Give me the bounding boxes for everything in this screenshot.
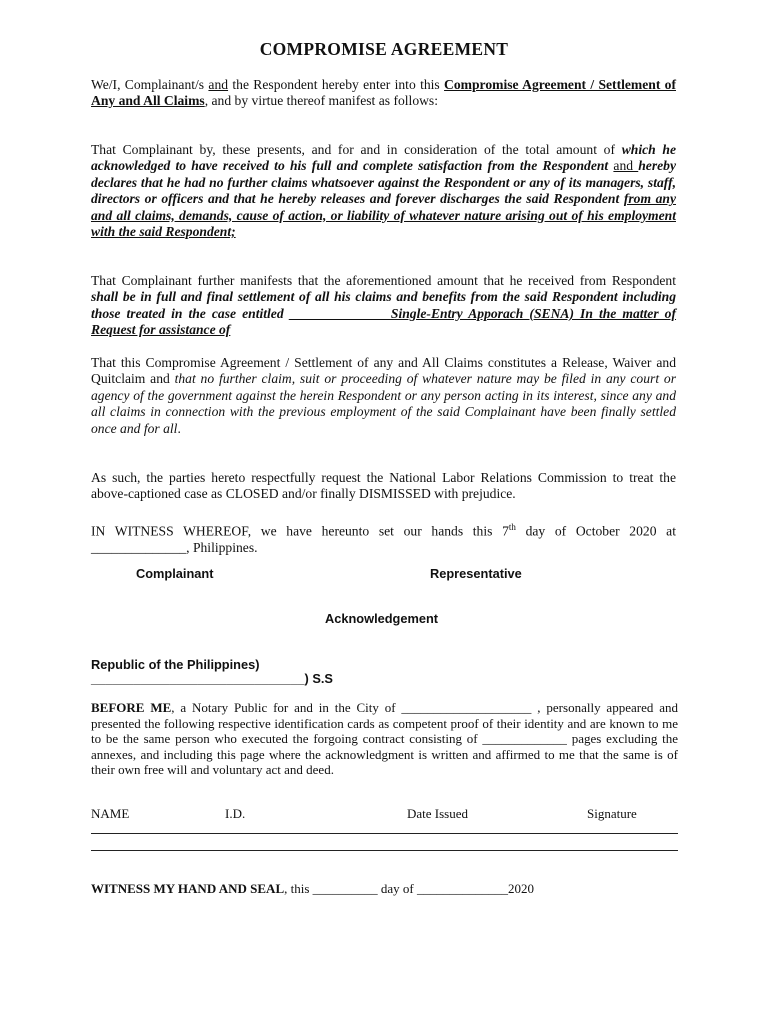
- ss-line: ______________________________) S.S: [91, 671, 333, 686]
- p1-text-b: the Respondent hereby enter into this: [228, 77, 445, 92]
- representative-label: Representative: [430, 566, 522, 581]
- p4-text-a: That this Compromise Agreement / Settlement of any and All Claims constitutes a Release, Waiver and Quitclaim and: [91, 355, 676, 387]
- table-rule-1: [91, 833, 678, 834]
- complainant-label: Complainant: [136, 566, 214, 581]
- witness-hand-text: , this __________ day of ______________2020: [284, 881, 534, 896]
- p6-text-a: IN WITNESS WHEREOF, we have hereunto set our hands this 7: [91, 523, 509, 539]
- paragraph-request: As such, the parties hereto respectfully request the National Labor Relations Commission to treat the above-captioned case as CLOSED and/or finally DISMISSED with prejudice.: [91, 470, 676, 502]
- p4-end: .: [177, 420, 181, 436]
- p3-bold-italic: shall be in full and final settlement of all his claims and benefits from the said Respondent including those treated in the case entitled: [91, 289, 676, 321]
- header-id: I.D.: [225, 806, 246, 821]
- paragraph-consideration: [91, 142, 676, 240]
- paragraph-parties: [91, 77, 676, 110]
- notary-paragraph: [91, 700, 678, 778]
- p6-text-b: day of October 2020 at ______________, Philippines.: [91, 523, 676, 555]
- header-signature: Signature: [587, 806, 637, 821]
- header-date-issued: Date Issued: [407, 806, 469, 821]
- acknowledgement-heading: Acknowledgement: [325, 611, 439, 626]
- notary-text: , a Notary Public for and in the City of ____________________ , personally appeared and presented the following respective identification cards as competent proof of their identity and are known to me to be the same person who executed the forgoing contract consisting of _____________ pages excluding the annexes, and including this page where the acknowledgment is written and affirmed to me that the same is of their own free will and voluntary act and deed.: [91, 700, 678, 778]
- p2-release-clause: from any and all claims, demands, cause of action, or liability of whatever nature arising out of his employment with the said Respondent;: [91, 191, 677, 240]
- republic-line: Republic of the Philippines): [91, 657, 260, 672]
- p1-agreement-name: Compromise Agreement / Settlement of Any and All Claims: [91, 77, 676, 109]
- before-me: BEFORE ME: [91, 700, 172, 715]
- p4-italic: that no further claim, suit or proceeding of whatever nature may be filed in any court or agency of the government against the herein Respondent or any person acting in its interest, since any and all claims in connection with the previous employment of the said Complainant have been finally settled once and for all: [91, 371, 676, 436]
- table-rule-2: [91, 850, 678, 851]
- witness-hand-seal: [91, 881, 534, 897]
- p2-bold-italic-2: hereby declares that he had no further claims whatsoever against the Respondent or any of its managers, staff, directors or officers and that he hereby releases and forever discharges the said Respondent: [91, 158, 676, 207]
- witness-hand-bold: WITNESS MY HAND AND SEAL: [91, 881, 285, 896]
- paragraph-quitclaim: [91, 355, 676, 437]
- p3-text-a: That Complainant further manifests that the aforementioned amount that he received from Respondent: [91, 273, 676, 288]
- p6-superscript: th: [508, 522, 516, 532]
- header-name: NAME: [91, 806, 130, 821]
- document-title: COMPROMISE AGREEMENT: [259, 39, 509, 59]
- paragraph-witness-whereof: [91, 519, 676, 556]
- p2-text-a: That Complainant by, these presents, and for and in consideration of the total amount of: [91, 142, 622, 157]
- p3-case-title: ______________ Single-Entry Apporach (SENA) In the matter of Request for assistance of: [91, 305, 677, 338]
- p1-text-c: , and by virtue thereof manifest as follows:: [204, 93, 439, 109]
- p2-and: and: [613, 158, 639, 174]
- p2-bold-italic-1: which he acknowledged to have received to his full and complete satisfaction from the Respondent: [91, 142, 676, 174]
- p1-and: and: [208, 77, 229, 92]
- p1-text-a: We/I, Complainant/s: [91, 77, 209, 92]
- paragraph-settlement: [91, 273, 676, 339]
